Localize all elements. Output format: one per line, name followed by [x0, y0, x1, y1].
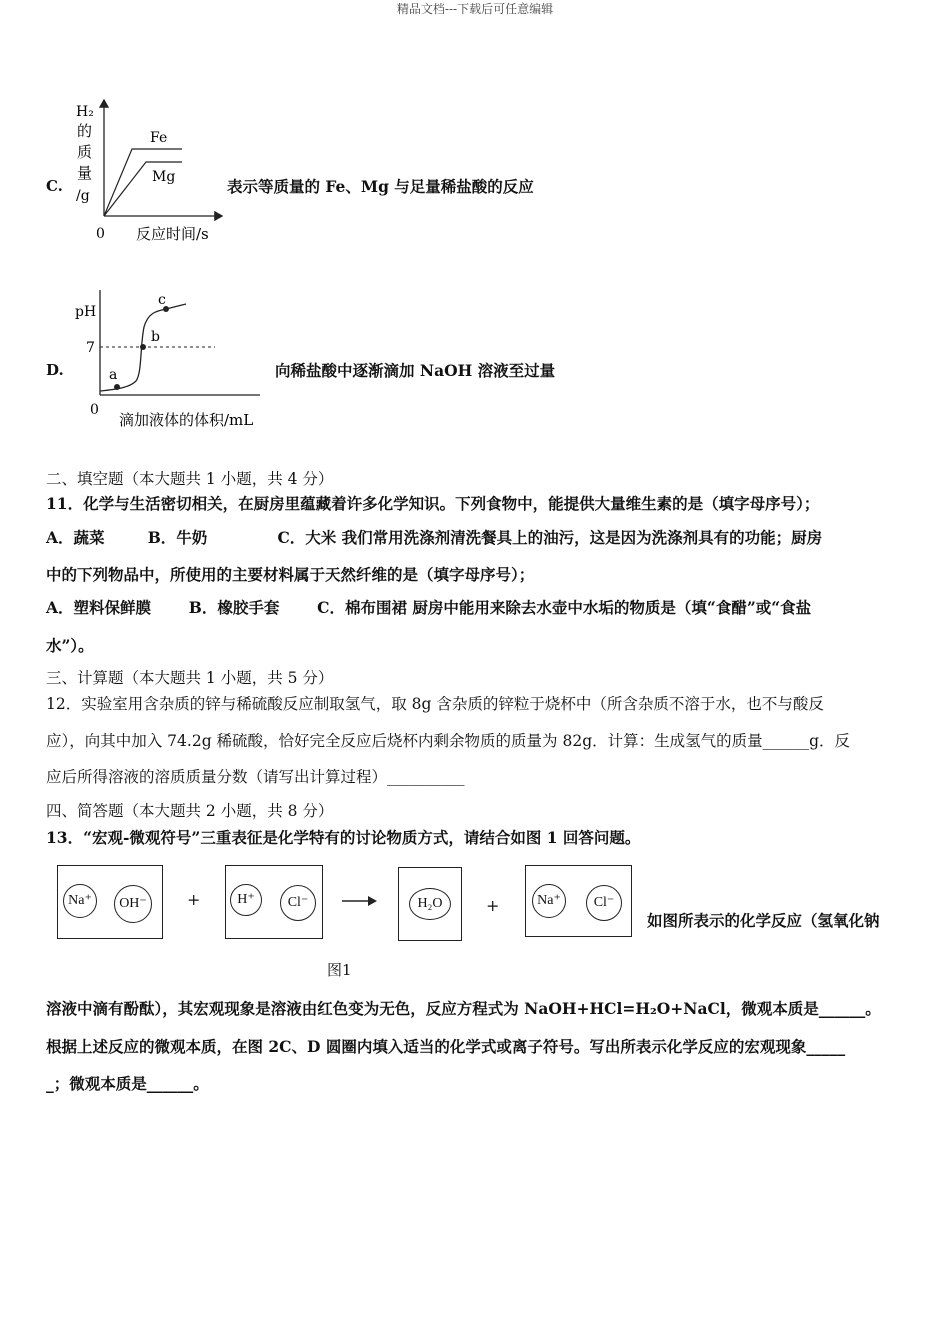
q11-line-2: A．蔬菜 B．牛奶 C．大米 我们常用洗涤剂清洗餐具上的油污，这是因为洗涤剂具有的功能；厨房	[46, 528, 823, 547]
q11-line-1: 11．化学与生活密切相关，在厨房里蕴藏着许多化学知识。下列食物中，能提供大量维生素的是（填字母序号）；	[46, 494, 820, 513]
q12-line-2: 应），向其中加入 74.2g 稀硫酸，恰好完全反应后烧杯内剩余物质的质量为 82g．计算：生成氢气的质量______g．反	[46, 732, 851, 750]
y-label-3: 质	[77, 143, 93, 161]
point-c-label: c	[158, 292, 166, 308]
ion-h: H⁺	[230, 884, 262, 916]
q11-line-3: 中的下列物品中，所使用的主要材料属于天然纤维的是（填字母序号）；	[46, 565, 535, 584]
molecule-h2o: H₂O	[409, 888, 451, 920]
y-label-5: /g	[76, 188, 90, 204]
plus-sign-1: +	[187, 890, 201, 909]
section-4-title: 四、简答题（本大题共 2 小题，共 8 分）	[46, 802, 334, 820]
q13-line-1: 13．“宏观-微观符号”三重表征是化学特有的讨论物质方式，请结合如图 1 回答问题。	[46, 828, 641, 847]
point-a	[114, 384, 120, 390]
origin-label: 0	[90, 402, 99, 418]
q12-line-1: 12．实验室用含杂质的锌与稀硫酸反应制取氢气，取 8g 含杂质的锌粒于烧杯中（所含杂质不溶于水，也不与酸反	[46, 695, 824, 713]
fig-box-naoh	[57, 865, 163, 939]
point-a-label: a	[109, 367, 118, 383]
y-label-4: 量	[77, 164, 93, 182]
q13-line-2: 溶液中滴有酚酞），其宏观现象是溶液由红色变为无色，反应方程式为 NaOH+HCl=H₂O+NaCl，微观本质是______。	[46, 999, 881, 1018]
fig-box-h2o	[398, 867, 462, 941]
x-axis-label: 反应时间/s	[136, 225, 209, 243]
figure-1-caption: 图1	[327, 961, 352, 979]
point-b-label: b	[151, 329, 160, 345]
x-axis-label: 滴加液体的体积/mL	[119, 411, 254, 429]
reaction-arrow	[340, 893, 380, 909]
q13-line-3: 根据上述反应的微观本质，在图 2C、D 圆圈内填入适当的化学式或离子符号。写出所表示化学反应的宏观现象_____	[46, 1037, 846, 1056]
y-axis-label: pH	[75, 304, 97, 320]
series-fe-label: Fe	[150, 130, 168, 146]
section-2-title: 二、填空题（本大题共 1 小题，共 4 分）	[46, 470, 334, 488]
y-label-2: 的	[77, 122, 93, 140]
ph7-label: 7	[86, 340, 95, 356]
ion-cl: Cl⁻	[280, 885, 316, 921]
series-mg-label: Mg	[152, 169, 176, 185]
origin-label: 0	[96, 226, 105, 242]
ion-na: Na⁺	[63, 884, 97, 918]
plus-sign-2: +	[486, 896, 500, 915]
chart-ph	[70, 287, 270, 432]
section-3-title: 三、计算题（本大题共 1 小题，共 5 分）	[46, 669, 334, 687]
chart-h2-mass	[62, 96, 232, 246]
q11-line-5: 水”）。	[46, 636, 94, 655]
ion-na: Na⁺	[532, 884, 566, 918]
q13-side-text: 如图所表示的化学反应（氢氧化钠	[647, 911, 880, 930]
option-d-desc: 向稀盐酸中逐渐滴加 NaOH 溶液至过量	[275, 361, 556, 380]
q12-line-3: 应后所得溶液的溶质质量分数（请写出计算过程）__________	[46, 768, 465, 786]
y-label-1: H₂	[76, 104, 94, 120]
option-c-label: C.	[46, 177, 63, 195]
option-c-desc: 表示等质量的 Fe、Mg 与足量稀盐酸的反应	[227, 177, 534, 196]
fig-box-hcl	[225, 865, 323, 939]
ion-oh: OH⁻	[114, 885, 152, 923]
q13-line-4: _；微观本质是______。	[46, 1074, 209, 1093]
q11-line-4: A．塑料保鲜膜 B．橡胶手套 C．棉布围裙 厨房中能用来除去水壶中水垢的物质是（填“食醋”或“食盐	[46, 598, 812, 617]
point-b	[140, 344, 146, 350]
option-d-label: D.	[46, 361, 64, 379]
page-header: 精品文档---下载后可任意编辑	[396, 2, 554, 16]
fig-box-nacl	[525, 865, 632, 937]
ion-cl: Cl⁻	[586, 885, 622, 921]
